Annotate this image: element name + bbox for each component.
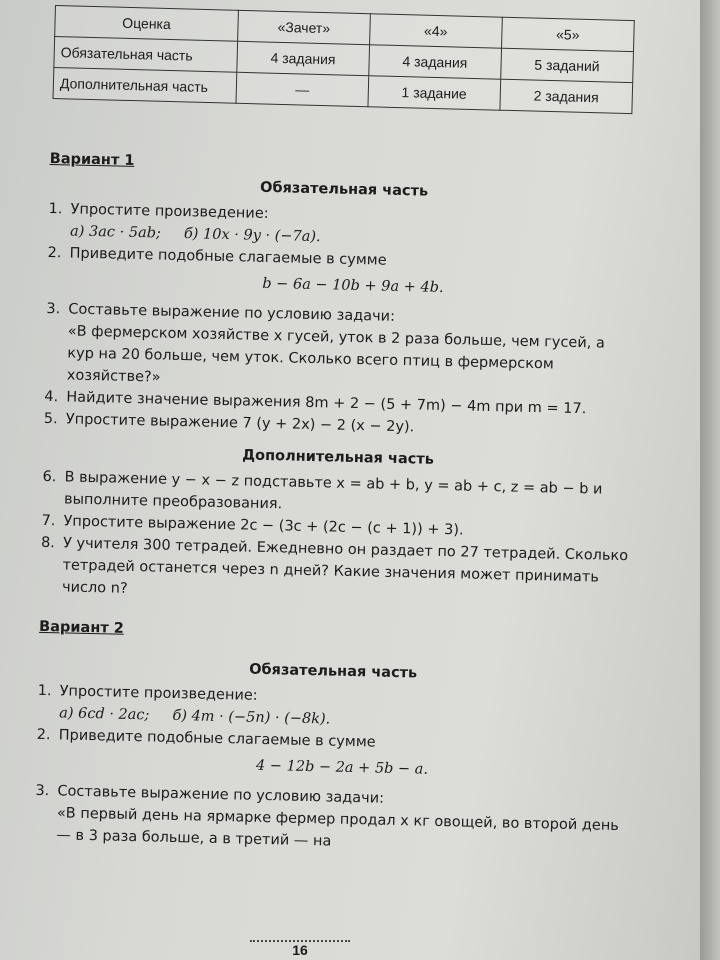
task-number: 6. [42,468,57,486]
mandatory-part-title: Обязательная часть [248,661,418,682]
task-number: 2. [47,244,62,262]
table-row-label: Дополнительная часть [53,67,237,103]
table-cell: «4» [369,14,502,48]
table-cell: — [236,72,369,106]
table-cell: Оценка [55,6,239,42]
task-quote: «В первый день на ярмарке фермер продал x кг овощей, во второй день — в 3 раза больше, а в третий — на [56,805,620,850]
task-3 [45,298,637,399]
task-number: 8. [40,534,56,552]
grades-table [53,5,635,114]
table-row-label: Обязательная часть [54,37,238,73]
task-text: У учителя 300 тетрадей. Ежедневно он раздает по 27 тетрадей. Сколько тетрадей останется через n дней? Какие значения может принимать число n? [61,535,629,597]
table-cell: 4 задания [368,45,501,79]
task-number: 1. [48,200,63,218]
variant-1-title: Вариант 1 [49,150,135,169]
table-cell: «5» [501,17,634,51]
task-text: Приведите подобные слагаемые в сумме [69,245,387,269]
subitem-b: б) 4m · (−5n) · (−8k). [172,707,331,728]
task-text: Упростите выражение 2c − (3c + (2c − (c + 1)) + 3). [63,513,464,539]
task-number: 7. [41,512,56,530]
table-cell: 5 заданий [501,48,634,82]
task-quote: «В фермерском хозяйстве x гусей, уток в 2 раза больше, чем гусей, а кур на 20 больше, чем уток. Сколько всего птиц в фермерском хозяйстве?» [66,323,606,386]
task-number: 3. [35,782,50,800]
next-page-edge [700,0,720,960]
task-text: Приведите подобные слагаемые в сумме [58,727,376,751]
extra-part-title: Дополнительная часть [242,447,435,468]
task-text: Составьте выражение по условию задачи: [57,783,385,807]
task-8 [40,532,631,611]
table-cell: 4 задания [237,41,370,75]
task-text: Упростите произведение: [70,201,269,222]
page-content [34,148,640,859]
table-cell: 1 задание [368,76,501,110]
task-3 [34,780,625,859]
variant-2-title: Вариант 2 [38,618,125,637]
subitem-a: а) 3ac · 5ab; [69,223,162,242]
table-cell: 2 задания [500,79,633,113]
subitem-b: б) 10x · 9y · (−7a). [183,226,321,246]
table-cell: «Зачет» [238,10,371,44]
task-text: В выражение y − x − z подставьте x = ab + b, y = ab + c, z = ab − b и выполните преобразования. [63,469,603,513]
task-number: 4. [44,388,59,406]
task-text: Составьте выражение по условию задачи: [68,301,396,325]
mandatory-part-title: Обязательная часть [259,179,429,200]
task-number: 1. [37,682,52,700]
task-number: 3. [46,300,61,318]
task-formula: b − 6a − 10b + 9a + 4b. [262,275,444,296]
task-text: Упростите произведение: [59,683,258,704]
subitem-a: а) 6cd · 2ac; [58,705,150,724]
task-text: Упростите выражение 7 (y + 2x) − 2 (x − 2y). [65,411,415,436]
task-number: 2. [36,726,51,744]
task-number: 5. [43,410,58,428]
page-number: 16 [250,940,350,958]
task-text: Найдите значение выражения 8m + 2 − (5 + 7m) − 4m при m = 17. [66,389,587,418]
task-formula: 4 − 12b − 2a + 5b − a. [255,757,429,778]
